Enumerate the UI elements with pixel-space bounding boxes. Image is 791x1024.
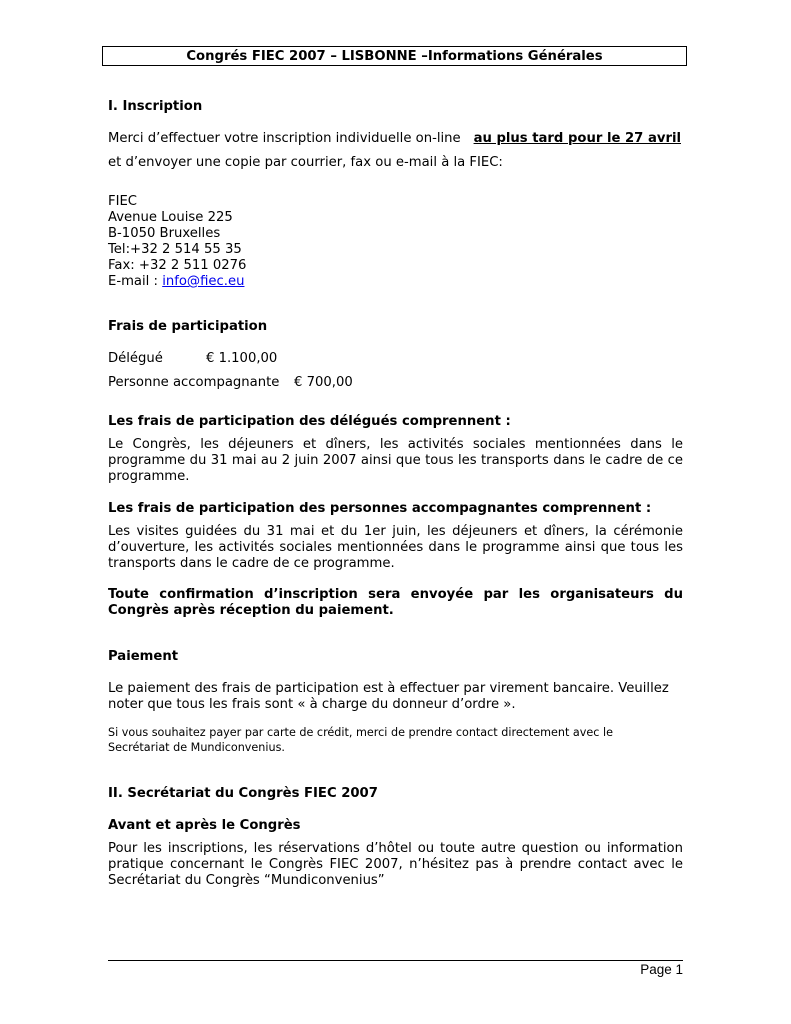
companions-fees-heading: Les frais de participation des personnes accompagnantes comprennent : [108,501,652,516]
confirmation-notice: Toute confirmation d’inscription sera envoyée par les organisateurs du Congrès après réception du paiement. [108,587,683,618]
delegates-fees-heading: Les frais de participation des délégués comprennent : [108,414,511,429]
page-number: Page 1 [640,962,683,977]
section-heading-inscription: I. Inscription [108,99,203,114]
companions-fees-text: Les visites guidées du 31 mai et du 1er juin, les déjeuners et dîners, la cérémonie d’ouverture, les activités sociales mentionnées dans le programme ainsi que tous les transports dans le cadre de ce programme. [108,524,683,571]
inscription-intro-text: Merci d’effectuer votre inscription individuelle on-line [108,131,461,146]
inscription-deadline: au plus tard pour le 27 avril [473,131,681,146]
address-email-line [108,274,246,290]
section-heading-secretariat: II. Secrétariat du Congrès FIEC 2007 [108,786,378,801]
credit-card-note: Si vous souhaitez payer par carte de crédit, merci de prendre contact directement avec le Secrétariat de Mundiconvenius. [108,726,613,754]
address-email-label: E-mail : [108,274,163,289]
address-fax: Fax: +32 2 511 0276 [108,258,247,273]
address-tel: Tel:+32 2 514 55 35 [108,242,242,257]
fee-row-delegate-label: Délégué [108,351,163,366]
address-name: FIEC [108,194,138,209]
before-after-heading: Avant et après le Congrès [108,818,301,833]
fee-row-companion-label: Personne accompagnante [108,375,280,390]
delegates-fees-text: Le Congrès, les déjeuners et dîners, les activités sociales mentionnées dans le programme du 31 mai au 2 juin 2007 ainsi que tous les transports dans le cadre de ce programme. [108,437,683,484]
secretariat-text: Pour les inscriptions, les réservations d’hôtel ou toute autre question ou information pratique concernant le Congrès FIEC 2007, n’hésitez pas à prendre contact avec le Secrétariat du Congrès “Mundiconvenius” [108,841,683,888]
fiec-address-block [108,194,246,290]
inscription-intro-line [108,131,683,147]
fee-row-companion-amount: € 700,00 [294,375,353,390]
document-title: Congrés FIEC 2007 – LISBONNE –Informations Générales [102,46,687,66]
inscription-intro-text-2: et d’envoyer une copie par courrier, fax ou e-mail à la FIEC: [108,155,503,170]
fee-row-delegate-amount: € 1.100,00 [206,351,278,366]
footer-divider [108,960,683,961]
payment-heading: Paiement [108,649,179,664]
fees-heading: Frais de participation [108,319,268,334]
address-city: B-1050 Bruxelles [108,226,221,241]
address-street: Avenue Louise 225 [108,210,233,225]
email-link[interactable]: info@fiec.eu [162,274,245,289]
payment-text: Le paiement des frais de participation est à effectuer par virement bancaire. Veuillez noter que tous les frais sont « à charge du donneur d’ordre ». [108,681,669,712]
